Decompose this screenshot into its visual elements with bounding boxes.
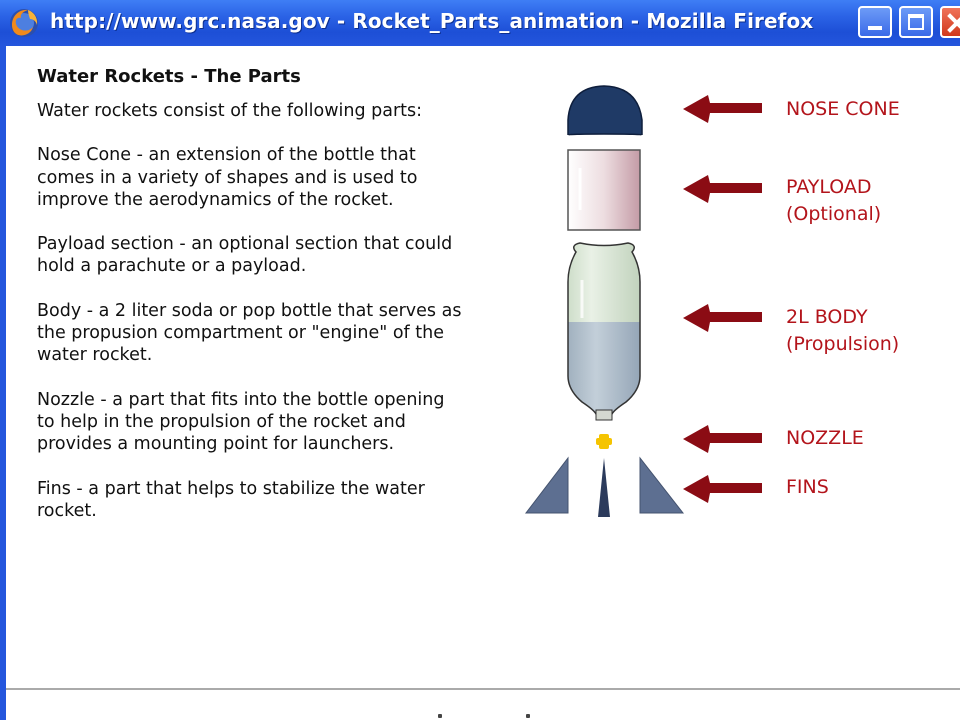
parts-description xyxy=(37,66,467,544)
nose-cone-description: Nose Cone - an extension of the bottle that comes in a variety of shapes and is used to improve the aerodynamics of the rocket. xyxy=(37,145,418,210)
fin-left xyxy=(526,458,568,513)
window-border-left xyxy=(0,46,6,720)
label-nose-cone: NOSE CONE xyxy=(786,98,900,120)
arrow-body xyxy=(683,304,762,332)
content-divider xyxy=(6,688,960,690)
label-body-note: (Propulsion) xyxy=(786,333,900,355)
fin-right xyxy=(640,458,683,513)
bottle-body-shape xyxy=(560,240,650,422)
nose-cone-shape xyxy=(568,86,642,135)
arrow-nozzle xyxy=(683,425,762,453)
minimize-icon xyxy=(868,26,882,30)
minimize-button[interactable] xyxy=(858,6,892,38)
rocket-illustration xyxy=(500,70,960,540)
rocket-parts-diagram xyxy=(500,70,960,540)
arrow-payload xyxy=(683,175,762,203)
arrow-nose-cone xyxy=(683,95,762,123)
firefox-icon xyxy=(8,7,40,39)
maximize-button[interactable] xyxy=(899,6,933,38)
fins-description: Fins - a part that helps to stabilize the water rocket. xyxy=(37,478,425,521)
body-description: Body - a 2 liter soda or pop bottle that serves as the propusion compartment or "engine" of the water rocket. xyxy=(37,300,462,366)
label-payload: PAYLOAD xyxy=(786,176,872,198)
fin-center xyxy=(598,458,610,517)
label-body: 2L BODY xyxy=(786,306,868,328)
close-icon xyxy=(944,9,960,37)
nozzle-description: Nozzle - a part that fits into the bottle opening to help in the propulsion of the rocket and provides a mounting point for launchers. xyxy=(37,389,445,455)
arrow-fins xyxy=(683,475,762,503)
window-title: http://www.grc.nasa.gov - Rocket_Parts_animation - Mozilla Firefox xyxy=(50,9,814,33)
maximize-icon xyxy=(908,14,924,30)
label-payload-note: (Optional) xyxy=(786,203,882,225)
page-heading: Water Rockets - The Parts xyxy=(37,66,301,87)
payload-description: Payload section - an optional section that could hold a parachute or a payload. xyxy=(37,234,453,277)
intro-paragraph: Water rockets consist of the following parts: xyxy=(37,101,423,121)
window-title-bar[interactable] xyxy=(0,0,960,46)
close-button[interactable] xyxy=(940,6,960,38)
label-nozzle: NOZZLE xyxy=(786,427,864,449)
partial-content-below xyxy=(430,712,540,720)
nozzle-shape xyxy=(596,434,612,449)
label-fins: FINS xyxy=(786,476,829,498)
